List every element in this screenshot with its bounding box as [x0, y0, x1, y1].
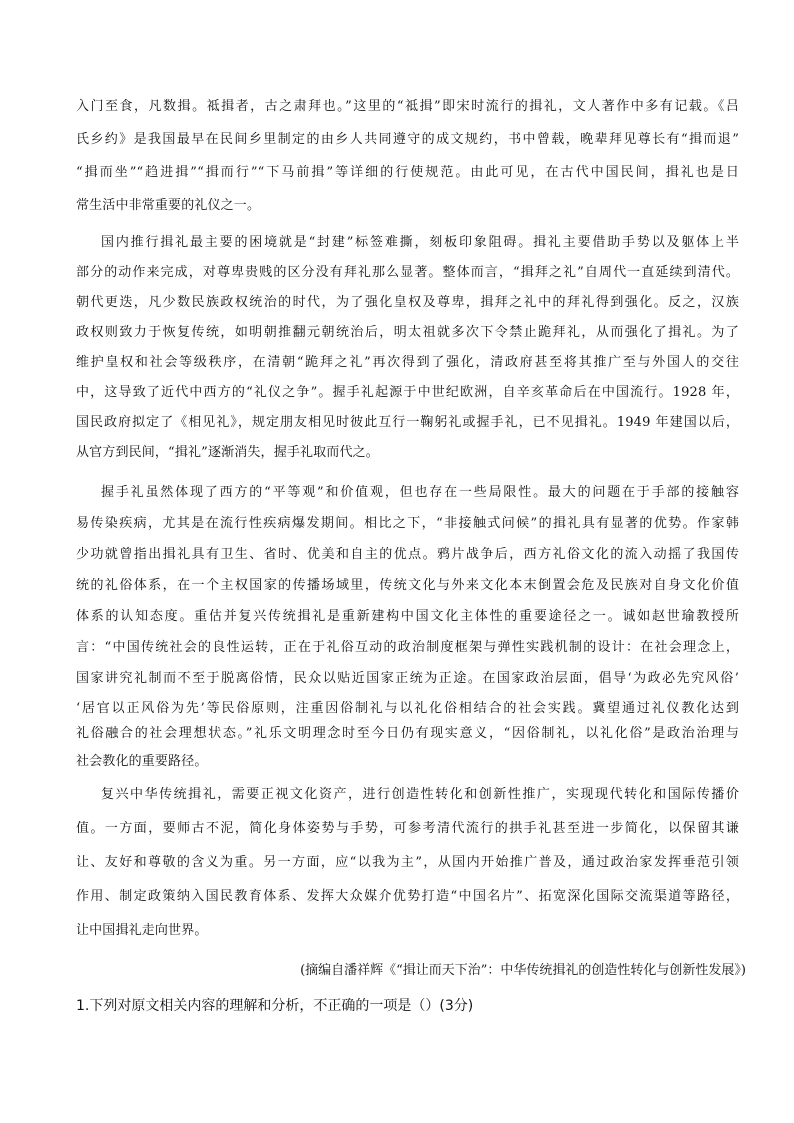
text-line: 中，这导致了近代中西方的“礼仪之争”。握手礼起源于中世纪欧洲，自辛亥革命后在中国流行。1928 年， — [76, 385, 739, 400]
text-line: “揖而坐”“趋进揖”“揖而行”“下马前揖”等详细的行使规范。由此可见，在古代中国民间，揖礼也是日 — [76, 165, 739, 180]
text-line: 从官方到民间，“揖礼”逐渐消失，握手礼取而代之。 — [76, 445, 379, 460]
text-line: 少功就曾指出揖礼具有卫生、省时、优美和自主的优点。鸦片战争后，西方礼俗文化的流入动摇了我国传 — [76, 547, 739, 562]
text-line: 入门至食，凡数揖。祗揖者，古之肃拜也。”这里的“祗揖”即宋时流行的揖礼，文人著作中多有记载。《吕 — [76, 99, 739, 114]
text-line: 常生活中非常重要的礼仪之一。 — [76, 198, 261, 213]
text-line: 政权则致力于恢复传统，如明朝推翻元朝统治后，明太祖就多次下令禁止跪拜礼，从而强化了揖礼。为了 — [76, 325, 739, 340]
text-line: 让中国揖礼走向世界。 — [76, 923, 208, 938]
source-citation: (摘编自潘祥辉《“揖让而天下治”：中华传统揖礼的创造性转化与创新性发展》) — [300, 963, 746, 978]
text-line: 值。一方面，要师古不泥，简化身体姿势与手势，可参考清代流行的拱手礼甚至进一步简化，以保留其谦 — [76, 821, 739, 836]
text-line: 国民政府拟定了《相见礼》，规定朋友相见时彼此互行一鞠躬礼或握手礼，已不见揖礼。1949 年建国以后， — [76, 415, 739, 430]
text-line: 统的礼俗体系，在一个主权国家的传播场域里，传统文化与外来文化本末倒置会危及民族对自身文化价值 — [76, 578, 739, 593]
text-line: 部分的动作来完成，对尊卑贵贱的区分没有拜礼那么显著。整体而言，“揖拜之礼”自周代一直延续到清代。 — [76, 265, 739, 280]
question-1: 1.下列对原文相关内容的理解和分析，不正确的一项是（）(3分) — [76, 998, 474, 1014]
text-line: 握手礼虽然体现了西方的“平等观”和价值观，但也存在一些局限性。最大的问题在于手部的接触容 — [101, 485, 739, 500]
text-line: ‘居官以正风俗为先’等民俗原则，注重因俗制礼与以礼化俗相结合的社会实践。冀望通过礼仪教化达到 — [76, 701, 739, 716]
text-line: 国家讲究礼制而不至于脱离俗情，民众以贴近国家正统为正途。在国家政治层面，倡导‘为政必先究风俗’ — [76, 671, 739, 686]
text-line: 礼俗融合的社会理想状态。”礼乐文明理念时至今日仍有现实意义，“因俗制礼，以礼化俗”是政治治理与 — [76, 726, 739, 741]
text-line: 维护皇权和社会等级秩序，在清朝“跪拜之礼”再次得到了强化，清政府甚至将其推广至与外国人的交往 — [76, 355, 739, 370]
text-line: 氏乡约》是我国最早在民间乡里制定的由乡人共同遵守的成文规约，书中曾载，晚辈拜见尊长有“揖而退” — [76, 132, 739, 147]
text-line: 国内推行揖礼最主要的困境就是“封建”标签难撕，刻板印象阻碍。揖礼主要借助手势以及躯体上半 — [101, 235, 739, 250]
text-line: 社会教化的重要路径。 — [76, 754, 208, 769]
text-line: 复兴中华传统揖礼，需要正视文化资产，进行创造性转化和创新性推广，实现现代转化和国际传播价 — [101, 787, 739, 802]
text-line: 体系的认知态度。重估并复兴传统揖礼是重新建构中国文化主体性的重要途径之一。诚如赵世瑜教授所 — [76, 609, 739, 624]
text-line: 言：“中国传统社会的良性运转，正在于礼俗互动的政治制度框架与弹性实践机制的设计：在社会理念上， — [76, 640, 739, 655]
text-line: 作用、制定政策纳入国民教育体系、发挥大众媒介优势打造“中国名片”、拓宽深化国际交流渠道等路径， — [76, 889, 739, 904]
text-line: 让、友好和尊敬的含义为重。另一方面，应“以我为主”，从国内开始推广普及，通过政治家发挥垂范引领 — [76, 855, 739, 870]
text-line: 易传染疾病，尤其是在流行性疾病爆发期间。相比之下，“非接触式问候”的揖礼具有显著的优势。作家韩 — [76, 516, 739, 531]
text-line: 朝代更迭，凡少数民族政权统治的时代，为了强化皇权及尊卑，揖拜之礼中的拜礼得到强化。反之，汉族 — [76, 295, 739, 310]
